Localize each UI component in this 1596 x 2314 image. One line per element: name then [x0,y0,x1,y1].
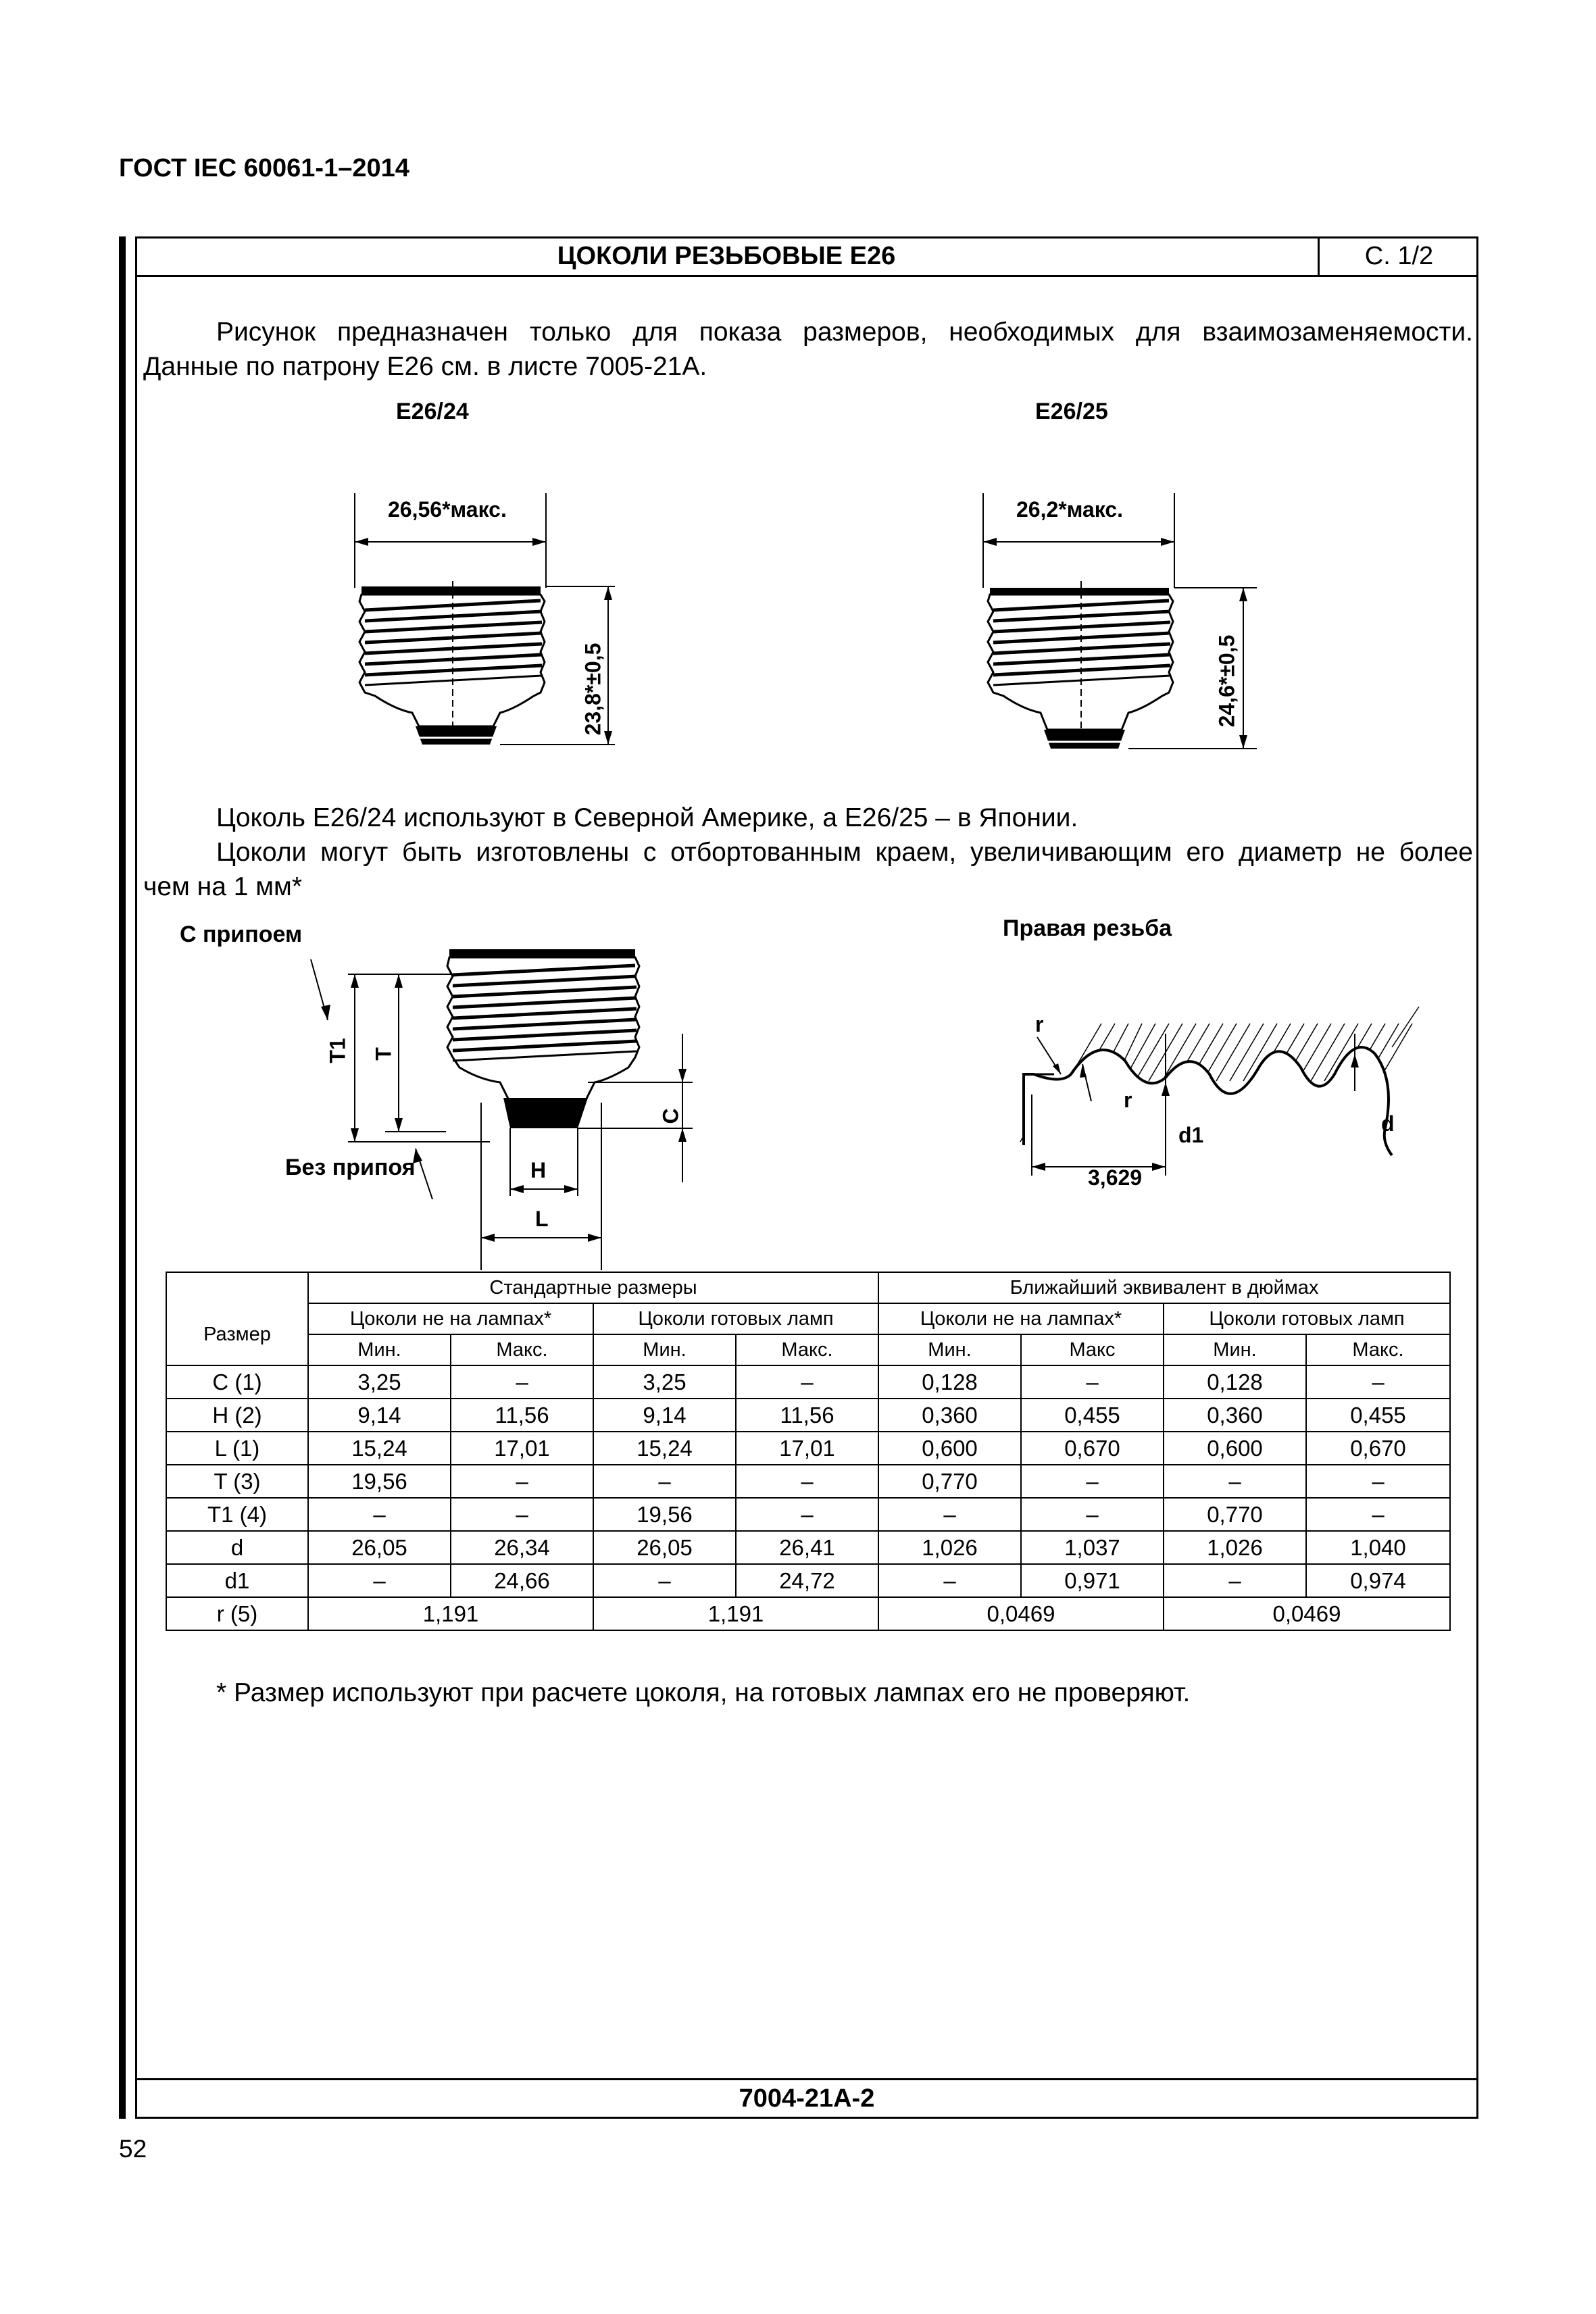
thread-d1-label: d1 [1178,1123,1204,1147]
inch-not-on-lamps-header: Цоколи не на лампах* [878,1303,1164,1334]
flange-note-line-2: чем на 1 мм* [143,872,303,901]
table-cell: 15,24 [308,1432,451,1465]
table-cell: T (3) [166,1465,308,1498]
table-cell: – [451,1498,593,1531]
base-drawing-e26-24 [331,493,655,790]
table-cell: – [593,1465,736,1498]
c-label: C [658,1108,683,1124]
table-cell: – [1306,1365,1450,1399]
table-cell: 0,974 [1306,1564,1450,1597]
thread-radius-bottom-label: r [1124,1088,1132,1112]
table-cell: – [736,1365,878,1399]
table-cell: 0,600 [878,1432,1021,1465]
table-header-row-1 [166,1272,1450,1303]
table-group-inches: Ближайший эквивалент в дюймах [878,1272,1450,1303]
table-cell: – [308,1564,451,1597]
table-cell: 0,770 [1164,1498,1306,1531]
table-row [166,1531,1450,1564]
sheet-title: ЦОКОЛИ РЕЗЬБОВЫЕ E26 [557,242,896,270]
table-cell: 9,14 [308,1399,451,1432]
thread-pitch-label: 3,629 [1088,1165,1143,1190]
with-solder-label: С припоем [180,922,303,947]
table-cell: – [1306,1498,1450,1531]
table-cell: d1 [166,1564,308,1597]
table-cell: – [308,1498,451,1531]
table-cell: 0,455 [1021,1399,1164,1432]
table-cell: 0,360 [878,1399,1021,1432]
height-dim-e26-24: 23,8*±0,5 [580,643,605,736]
thread-d-label: d [1381,1111,1395,1136]
table-cell: 0,770 [878,1465,1021,1498]
table-cell: H (2) [166,1399,308,1432]
page-number: 52 [119,2135,147,2163]
max-header: Макс [1021,1334,1164,1365]
table-cell: 0,455 [1306,1399,1450,1432]
table-cell: 0,360 [1164,1399,1306,1432]
document-header: ГОСТ IEC 60061-1–2014 [119,154,409,182]
inch-finished-header: Цоколи готовых ламп [1164,1303,1450,1334]
table-row [166,1399,1450,1432]
table-cell: 0,128 [878,1365,1021,1399]
table-cell: 26,05 [593,1531,736,1564]
table-cell: – [1164,1465,1306,1498]
table-cell: – [1021,1498,1164,1531]
min-header: Мин. [593,1334,736,1365]
table-cell: 24,72 [736,1564,878,1597]
footnote: * Размер используют при расчете цоколя, на готовых лампах его не проверяют. [216,1678,1191,1707]
table-cell: 17,01 [451,1432,593,1465]
without-solder-label: Без припоя [285,1155,416,1180]
table-cell: 1,191 [308,1597,593,1630]
table-cell: d [166,1531,308,1564]
table-cell: – [451,1365,593,1399]
figure-title-e26-24: E26/24 [396,399,469,424]
intro-line-1: Рисунок предназначен только для показа размеров, необходимых для взаимозаменяемости. [216,318,1473,347]
solder-detail-drawing [270,926,716,1263]
table-cell: 9,14 [593,1399,736,1432]
h-label: H [530,1158,547,1182]
table-cell: 0,0469 [1164,1597,1450,1630]
width-dim-e26-25: 26,2*макс. [1016,497,1124,522]
table-cell: 24,66 [451,1564,593,1597]
table-cell: – [1021,1465,1164,1498]
std-finished-header: Цоколи готовых ламп [593,1303,878,1334]
table-cell: 0,971 [1021,1564,1164,1597]
std-not-on-lamps-header: Цоколи не на лампах* [308,1303,593,1334]
table-cell: – [736,1465,878,1498]
table-row [166,1365,1450,1399]
max-header: Макс. [451,1334,593,1365]
table-cell: – [593,1564,736,1597]
figure-title-e26-25: E26/25 [1035,399,1108,424]
table-group-standard: Стандартные размеры [308,1272,878,1303]
intro-line-2: Данные по патрону E26 см. в листе 7005-21А. [143,352,707,381]
table-cell: – [1164,1564,1306,1597]
table-cell: 1,040 [1306,1531,1450,1564]
table-cell: – [1306,1465,1450,1498]
table-cell: 0,670 [1021,1432,1164,1465]
table-cell: T1 (4) [166,1498,308,1531]
table-cell: – [878,1564,1021,1597]
thread-title: Правая резьба [1003,915,1172,941]
table-row [166,1498,1450,1531]
height-dim-e26-25: 24,6*±0,5 [1214,634,1239,728]
margin-bar [119,236,126,2119]
table-cell: – [1021,1365,1164,1399]
min-header: Мин. [1164,1334,1306,1365]
table-cell: C (1) [166,1365,308,1399]
table-cell: 0,0469 [878,1597,1164,1630]
min-header: Мин. [878,1334,1021,1365]
table-cell: 17,01 [736,1432,878,1465]
table-size-header: Размер [166,1303,308,1365]
table-header-row-3 [166,1334,1450,1365]
table-cell: – [451,1465,593,1498]
table-row [166,1465,1450,1498]
table-row [166,1597,1450,1630]
table-row [166,1432,1450,1465]
table-cell: 26,05 [308,1531,451,1564]
table-cell: 26,34 [451,1531,593,1564]
width-dim-e26-24: 26,56*макс. [388,497,507,522]
table-cell: 1,191 [593,1597,878,1630]
table-row [166,1564,1450,1597]
table-corner [166,1272,308,1303]
table-cell: 3,25 [308,1365,451,1399]
table-cell: – [736,1498,878,1531]
usage-note: Цоколь E26/24 используют в Северной Америке, а E26/25 – в Японии. [216,803,1078,832]
table-cell: r (5) [166,1597,308,1630]
min-header: Мин. [308,1334,451,1365]
l-label: L [535,1207,549,1231]
table-cell: 0,600 [1164,1432,1306,1465]
table-header-row-2 [166,1303,1450,1334]
table-cell: 1,026 [878,1531,1021,1564]
dimensions-table [166,1272,1451,1631]
table-cell: 19,56 [593,1498,736,1531]
flange-note-line-1: Цоколи могут быть изготовлены с отбортованным краем, увеличивающим его диаметр не более [216,838,1473,867]
table-cell: L (1) [166,1432,308,1465]
t1-label: T1 [325,1038,350,1063]
sheet-page-label: С. 1/2 [1364,242,1434,270]
table-cell: 0,128 [1164,1365,1306,1399]
max-header: Макс. [736,1334,878,1365]
sheet-id: 7004-21А-2 [739,2084,875,2113]
table-cell: 3,25 [593,1365,736,1399]
table-cell: 19,56 [308,1465,451,1498]
table-cell: 0,670 [1306,1432,1450,1465]
table-cell: 26,41 [736,1531,878,1564]
max-header: Макс. [1306,1334,1450,1365]
table-cell: 15,24 [593,1432,736,1465]
thread-radius-top-label: r [1035,1012,1044,1036]
table-cell: 1,026 [1164,1531,1306,1564]
table-cell: 11,56 [736,1399,878,1432]
table-cell: 1,037 [1021,1531,1164,1564]
table-cell: 11,56 [451,1399,593,1432]
table-cell: – [878,1498,1021,1531]
t-label: T [371,1047,396,1061]
